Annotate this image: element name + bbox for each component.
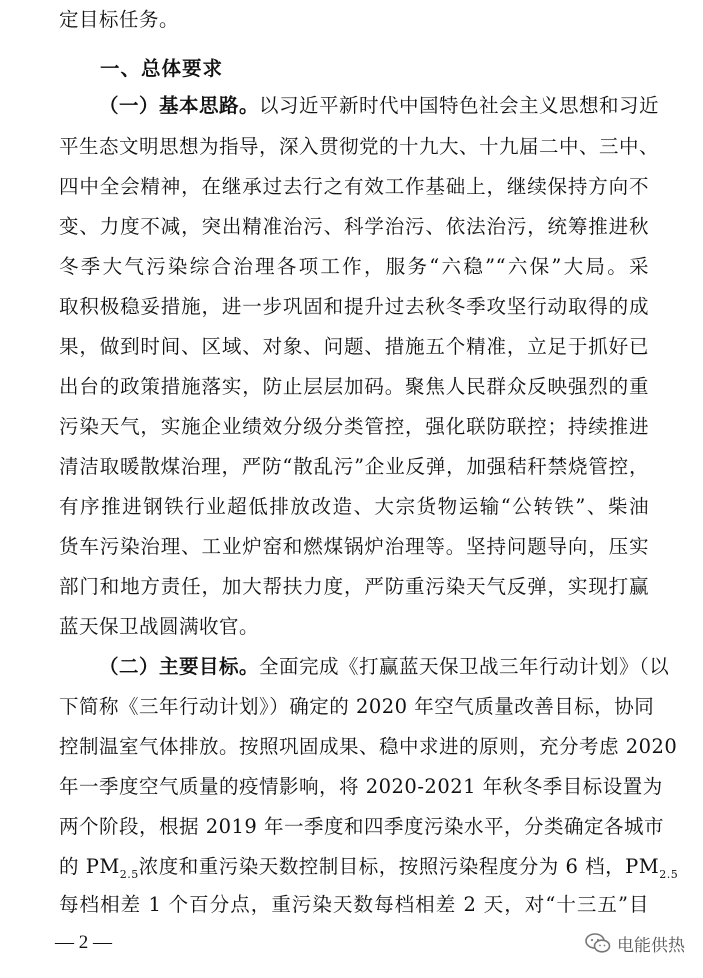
pm-subscript: 2.5 (659, 867, 679, 881)
text-line: 蓝天保卫战圆满收官。 (59, 615, 260, 638)
paragraph-2-first-line (99, 650, 670, 684)
watermark-text: 电能供热 (617, 935, 685, 956)
pm-text-a: 的 PM (59, 855, 120, 878)
text-line: 货车污染治理、工业炉窑和燃煤锅炉治理等。坚持问题导向，压实 (59, 535, 649, 558)
text-line: 取积极稳妥措施，进一步巩固和提升过去秋冬季攻坚行动取得的成 (59, 295, 649, 318)
text-line: 污染天气，实施企业绩效分级分类管控，强化联防联控；持续推进 (59, 415, 649, 438)
text-line: 定目标任务。 (59, 8, 180, 31)
page-number: — 2 — (55, 932, 112, 953)
wechat-icon (585, 932, 611, 954)
text-line: 年一季度空气质量的疫情影响，将 2020-2021 年秋冬季目标设置为 (59, 775, 663, 798)
watermark (585, 928, 685, 958)
text-line: 两个阶段，根据 2019 年一季度和四季度污染水平，分类确定各城市 (59, 815, 665, 838)
text-line: 出台的政策措施落实，防止层层加码。聚焦人民群众反映强烈的重 (59, 375, 649, 398)
paragraph-1-first-line (99, 89, 660, 123)
text-line: 果，做到时间、区域、对象、问题、措施五个精准，立足于抓好已 (59, 335, 649, 358)
paragraph-1-label: （一）基本思路。 (99, 94, 260, 117)
text-line: 控制温室气体排放。按照巩固成果、稳中求进的原则，充分考虑 2020 (59, 735, 678, 758)
text-line: 四中全会精神，在继承过去行之有效工作基础上，继续保持方向不 (59, 175, 649, 198)
text-line: 清洁取暖散煤治理，严防“散乱污”企业反弹，加强秸秆禁烧管控， (59, 455, 649, 478)
text-line-pm25 (59, 850, 679, 884)
pm-text-b: 浓度和重污染天数控制目标，按照污染程度分为 6 档，PM (138, 855, 660, 878)
pm-subscript: 2.5 (119, 867, 139, 881)
text-line: 冬季大气污染综合治理各项工作，服务“六稳”“六保”大局。采 (59, 255, 649, 278)
text-line: 下简称《三年行动计划》）确定的 2020 年空气质量改善目标，协同 (59, 695, 655, 718)
paragraph-1-text: 以习近平新时代中国特色社会主义思想和习近 (259, 94, 660, 117)
text-line: 部门和地方责任，加大帮扶力度，严防重污染天气反弹，实现打赢 (59, 575, 649, 598)
text-line: 变、力度不减，突出精准治污、科学治污、依法治污，统筹推进秋 (59, 215, 649, 238)
text-line: 每档相差 1 个百分点，重污染天数每档相差 2 天，对“十三五”目 (59, 893, 649, 916)
paragraph-2-text: 全面完成《打赢蓝天保卫战三年行动计划》（以 (259, 655, 670, 678)
text-line: 平生态文明思想为指导，深入贯彻党的十九大、十九届二中、三中、 (59, 135, 660, 158)
section-heading: 一、总体要求 (100, 57, 224, 80)
text-line: 有序推进钢铁行业超低排放改造、大宗货物运输“公转铁”、柴油 (59, 495, 649, 518)
paragraph-2-label: （二）主要目标。 (99, 655, 260, 678)
